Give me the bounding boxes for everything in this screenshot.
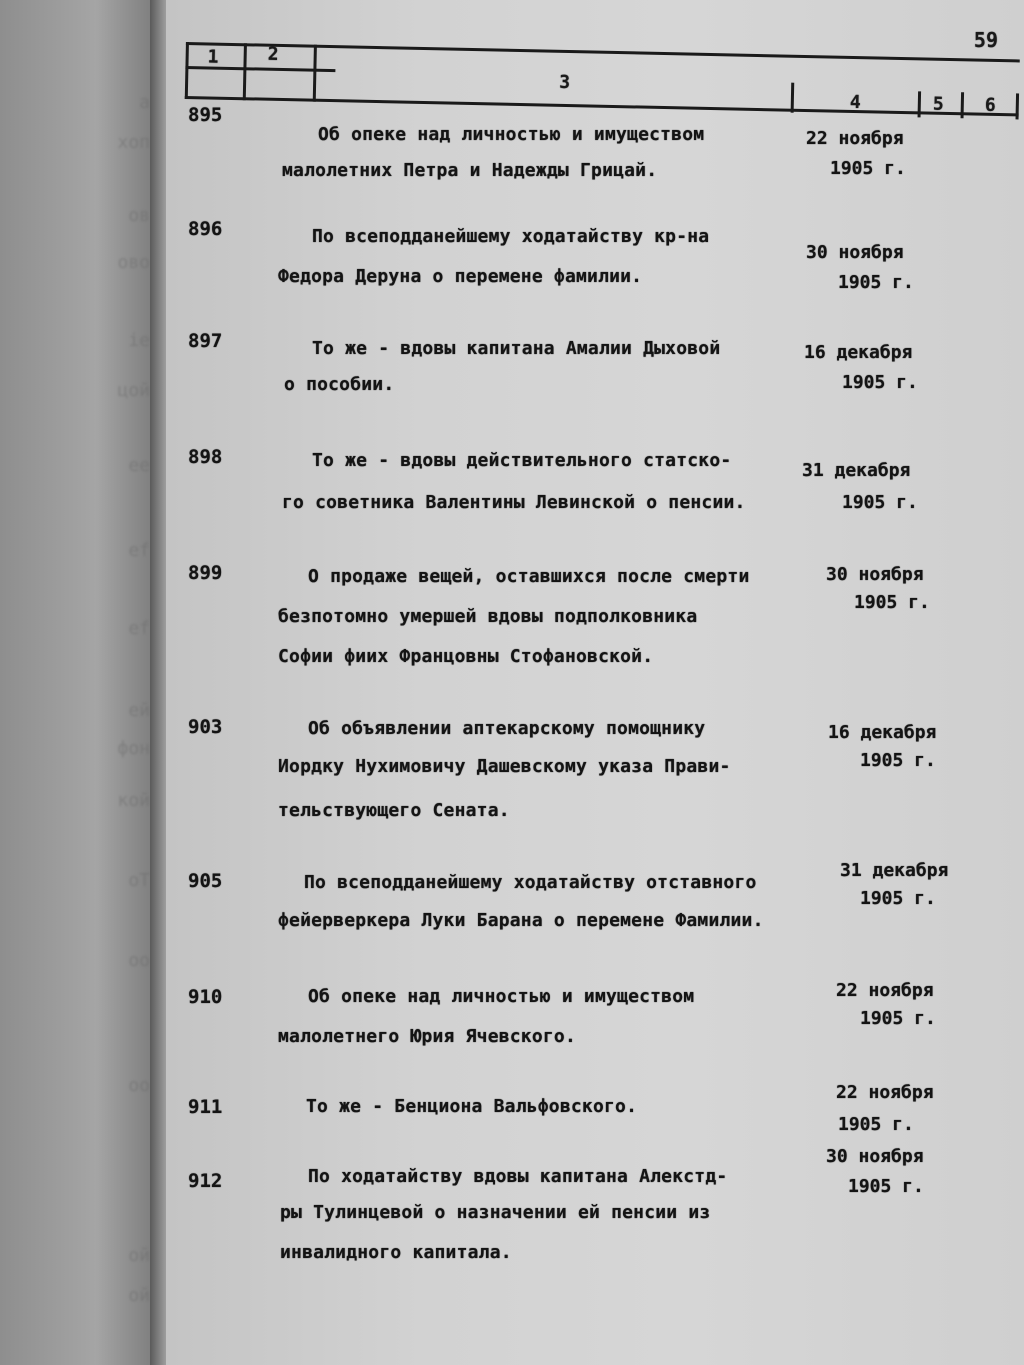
entry-date: 30 ноября [806,242,904,263]
entry-text: Софии фиих Францовны Стофановской. [278,646,654,667]
entry-text: То же - Бенциона Вальфовского. [306,1096,638,1117]
entry-date: 31 декабря [840,860,949,881]
ghost-text: ов [128,205,150,226]
ghost-text: фон [117,738,150,759]
entry-text: Об опеке над личностью и имуществом [318,124,705,145]
entry-text: малолетнего Юрия Ячевского. [278,1026,576,1047]
entry-number: 898 [188,446,223,468]
entry-number: 895 [188,104,223,126]
entry-text: безпотомно умершей вдовы подполковника [278,606,698,627]
header-bottom-rule [185,93,1019,116]
ghost-text: ой [128,1245,150,1266]
entry-year: 1905 г. [842,492,918,513]
header-col-6: 6 [984,94,996,116]
ghost-text: а [139,92,150,113]
header-divider [243,43,247,100]
header-col-1: 1 [207,46,219,68]
ghost-text: кой [117,790,150,811]
entry-year: 1905 г. [860,1008,936,1029]
header-divider [918,91,922,117]
header-col-2: 2 [267,43,279,65]
header-divider [961,92,965,118]
header-col-5: 5 [932,93,944,115]
ghost-text: ee [128,455,150,476]
header-divider [791,83,795,113]
entry-text: То же - вдовы действительного статско- [312,450,732,471]
entry-year: 1905 г. [842,372,918,393]
header-divider [185,42,189,99]
ghost-text: ie [128,330,150,351]
page-number: 59 [973,28,998,52]
entry-text: Иордку Нухимовичу Дашевскому указа Прави- [278,756,731,777]
entry-number: 899 [188,562,223,584]
entry-text: ры Тулинцевой о назначении ей пенсии из [280,1202,711,1223]
entry-year: 1905 г. [860,888,936,909]
header-top-rule [186,42,1020,62]
entry-date: 16 декабря [828,722,937,743]
entry-text: По ходатайству вдовы капитана Алекстд- [308,1166,728,1187]
ghost-text: ей [128,700,150,721]
entry-date: 16 декабря [804,342,913,363]
entry-text: о пособии. [284,374,395,395]
entry-text: инвалидного капитала. [280,1242,512,1263]
entry-year: 1905 г. [854,592,930,613]
previous-page-edge [0,0,160,1365]
header-divider [313,45,317,102]
ghost-text: оо [128,1075,150,1096]
ghost-text: хоп [117,132,150,153]
entry-year: 1905 г. [830,158,906,179]
entry-date: 30 ноября [826,564,924,585]
ghost-text: ef [128,618,150,639]
header-divider [1016,93,1020,119]
entry-date: 31 декабря [802,460,911,481]
entry-text: Об опеке над личностью и имуществом [308,986,695,1007]
entry-number: 910 [188,986,223,1008]
entry-date: 30 ноября [826,1146,924,1167]
entry-year: 1905 г. [838,272,914,293]
entry-year: 1905 г. [860,750,936,771]
entry-text: го советника Валентины Левинской о пенсии. [282,492,746,513]
entry-text: По всеподданейшему ходатайству кр-на [312,226,710,247]
entry-number: 897 [188,330,223,352]
entry-number: 912 [188,1170,223,1192]
entry-text: тельствующего Сената. [278,800,510,821]
entry-text: То же - вдовы капитана Амалии Дыховой [312,338,721,359]
entry-text: Об объявлении аптекарскому помощнику [308,718,706,739]
ghost-text: ово [117,252,150,273]
entry-text: О продаже вещей, оставшихся после смерти [308,566,750,587]
header-col-3: 3 [558,71,571,94]
ghost-text: ой [128,1285,150,1306]
entry-text: По всеподданейшему ходатайству отставного [304,872,757,893]
document-page [166,0,1024,1365]
entry-text: малолетних Петра и Надежды Грицай. [282,160,658,181]
entry-year: 1905 г. [848,1176,924,1197]
ghost-text: цой [117,380,150,401]
entry-date: 22 ноября [836,1082,934,1103]
ghost-text: ef [128,540,150,561]
ghost-text: оо [128,950,150,971]
entry-text: Федора Деруна о перемене фамилии. [278,266,643,287]
entry-year: 1905 г. [838,1114,914,1135]
entry-number: 911 [188,1096,223,1118]
ghost-text: оТ [128,870,150,891]
header-col-4: 4 [849,91,861,114]
entry-date: 22 ноября [836,980,934,1001]
entry-number: 903 [188,716,223,738]
entry-number: 896 [188,218,223,240]
entry-date: 22 ноября [806,128,904,149]
table-header [184,40,1019,129]
entry-number: 905 [188,870,223,892]
entry-text: фейерверкера Луки Барана о перемене Фамилии. [278,910,764,931]
